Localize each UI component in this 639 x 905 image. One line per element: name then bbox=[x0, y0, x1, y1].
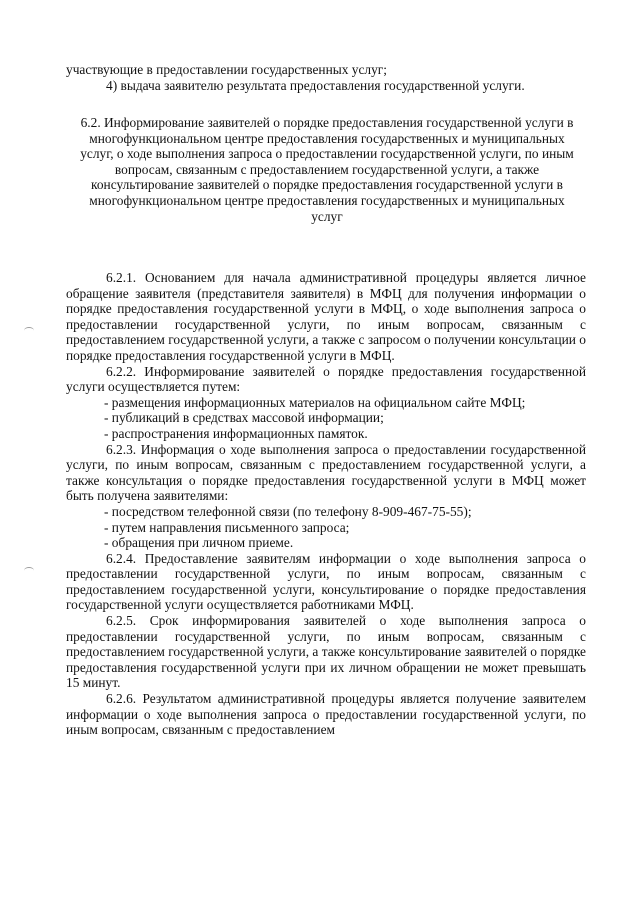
top-line-2: 4) выдача заявителю результата предоставления государственной услуги. bbox=[106, 77, 525, 93]
top-line-1: участвующие в предоставлении государственных услуг; bbox=[66, 62, 388, 77]
margin-mark-1 bbox=[24, 327, 34, 334]
body-block bbox=[66, 270, 586, 738]
list-item: - посредством телефонной связи (по телефону 8-909-467-75-55); bbox=[104, 503, 472, 519]
list-item: - путем направления письменного запроса; bbox=[104, 519, 350, 535]
paragraph-6-2-4: 6.2.4. Предоставление заявителям информации о ходе выполнения запроса о предоставлении государственной услуги, по иным вопросам, связанным с предоставлением государственной услуги, консультирование о порядке предоставления государственной услуги осуществляется работниками МФЦ. bbox=[66, 550, 586, 613]
section-heading-block bbox=[80, 115, 574, 224]
paragraph-6-2-2: 6.2.2. Информирование заявителей о порядке предоставления государственной услуги осуществляется путем: bbox=[66, 363, 586, 395]
list-item: - публикаций в средствах массовой информации; bbox=[104, 410, 384, 426]
list-item: - обращения при личном приеме. bbox=[104, 535, 294, 551]
paragraph-6-2-6: 6.2.6. Результатом административной процедуры является получение заявителем информации о ходе выполнения запроса о предоставлении государственной услуги, по иным вопросам, связанным с предоставлением bbox=[66, 691, 586, 738]
margin-mark-2 bbox=[24, 567, 34, 574]
section-heading: 6.2. Информирование заявителей о порядке предоставления государственной услуги в многофункциональном центре предоставления государственных и муниципальных услуг, о ходе выполнения запроса о предоставлении государственной услуги, по иным вопросам, связанным с предоставлением государственной услуги, а также консультирование заявителей о порядке предоставления государственной услуги в многофункциональном центре предоставления государственных и муниципальных услуг bbox=[80, 115, 574, 224]
list-item: - размещения информационных материалов на официальном сайте МФЦ; bbox=[104, 394, 526, 410]
paragraph-6-2-1: 6.2.1. Основанием для начала административной процедуры является личное обращение заявителя (представителя заявителя) в МФЦ для получения информации о порядке предоставления государственной услуги в МФЦ, о ходе выполнения запроса о предоставлении государственной услуги, по иным вопросам, связанным с предоставлением государственной услуги, а также с запросом о получении консультации о порядке предоставления государственной услуги в МФЦ. bbox=[66, 270, 586, 363]
top-block bbox=[66, 62, 586, 93]
paragraph-6-2-5: 6.2.5. Срок информирования заявителей о ходе выполнения запроса о предоставлении государственной услуги, по иным вопросам, связанным с предоставлением государственной услуги, а также консультирование заявителей о порядке предоставления государственной услуги при их личном обращении не может превышать 15 минут. bbox=[66, 613, 586, 691]
paragraph-6-2-3: 6.2.3. Информация о ходе выполнения запроса о предоставлении государственной услуги, по иным вопросам, связанным с предоставлением государственной услуги, а также консультация о порядке предоставления государственной услуги в МФЦ может быть получена заявителями: bbox=[66, 441, 586, 504]
list-item: - распространения информационных памяток. bbox=[104, 425, 368, 441]
